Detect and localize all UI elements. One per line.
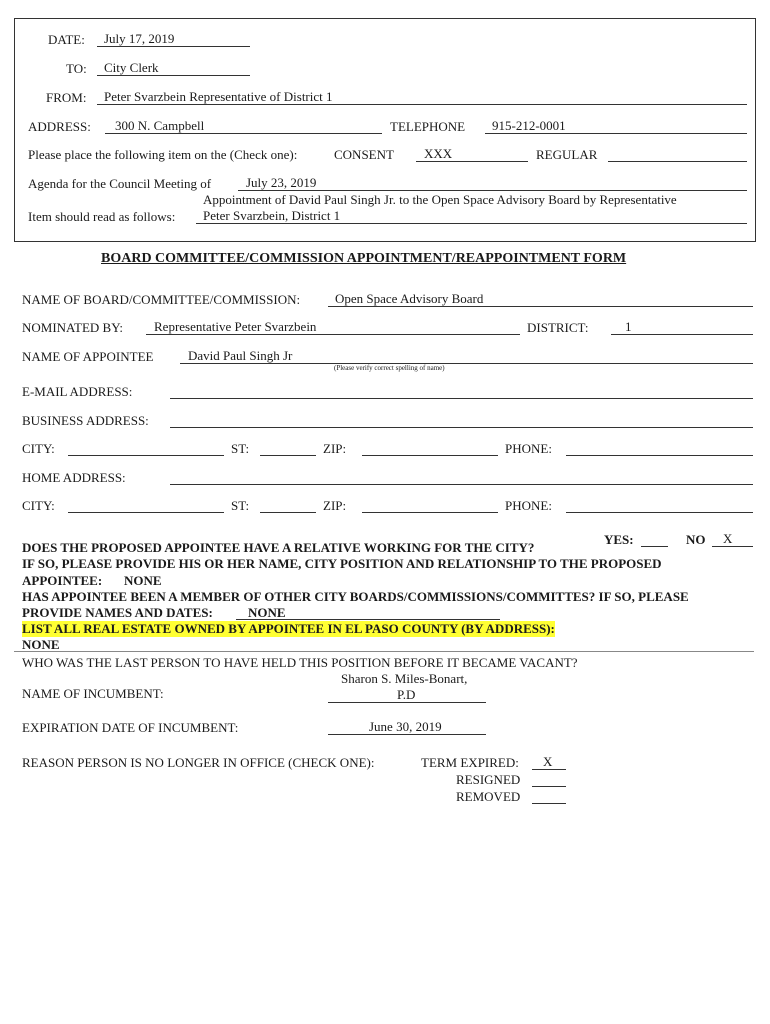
business-line (170, 427, 753, 428)
board-value: Open Space Advisory Board (335, 291, 484, 306)
term-expired-value: X (543, 754, 553, 769)
email-label: E-MAIL ADDRESS: (22, 384, 133, 399)
no-line (712, 546, 753, 547)
incumbent-name-label: NAME OF INCUMBENT: (22, 686, 164, 701)
from-line (97, 104, 747, 105)
agenda-value: July 23, 2019 (246, 175, 317, 190)
city-line-2 (68, 512, 224, 513)
consent-label: CONSENT (334, 147, 394, 162)
incumbent-name-line2: P.D (397, 687, 416, 702)
zip-label-2: ZIP: (323, 498, 347, 513)
email-line (170, 398, 753, 399)
no-label: NO (686, 532, 706, 547)
relative-answer: NONE (124, 573, 162, 588)
consent-line (416, 161, 528, 162)
expiration-line (328, 734, 486, 735)
section-divider (14, 651, 754, 652)
regular-line (608, 161, 747, 162)
yes-label: YES: (604, 532, 634, 547)
removed-label: REMOVED (456, 789, 521, 804)
telephone-label: TELEPHONE (390, 119, 466, 134)
st-line-1 (260, 455, 316, 456)
st-label-2: ST: (231, 498, 250, 513)
boards-question: HAS APPOINTEE BEEN A MEMBER OF OTHER CITY BOARDS/COMMISSIONS/COMMITTES? IF SO, PLEASE (22, 589, 689, 604)
incumbent-name-line (328, 702, 486, 703)
from-label: FROM: (46, 90, 87, 105)
city-line-1 (68, 455, 224, 456)
verify-note: (Please verify correct spelling of name) (334, 364, 445, 372)
to-line (97, 75, 250, 76)
date-value: July 17, 2019 (104, 31, 175, 46)
real-estate-answer: NONE (22, 637, 60, 652)
date-label: DATE: (48, 32, 85, 47)
home-line (170, 484, 753, 485)
st-line-2 (260, 512, 316, 513)
from-value: Peter Svarzbein Representative of District 1 (104, 89, 333, 104)
boards-line (236, 619, 500, 620)
phone-label-1: PHONE: (505, 441, 552, 456)
appointee-line (180, 363, 753, 364)
zip-line-1 (362, 455, 498, 456)
to-value: City Clerk (104, 60, 159, 75)
resigned-line (532, 786, 566, 787)
nominated-value: Representative Peter Svarzbein (154, 319, 317, 334)
home-label: HOME ADDRESS: (22, 470, 126, 485)
boards-provide-label: PROVIDE NAMES AND DATES: (22, 605, 213, 620)
business-label: BUSINESS ADDRESS: (22, 413, 149, 428)
address-value: 300 N. Campbell (115, 118, 205, 133)
term-expired-line (532, 769, 566, 770)
regular-label: REGULAR (536, 147, 598, 162)
last-person-question: WHO WAS THE LAST PERSON TO HAVE HELD THIS POSITION BEFORE IT BECAME VACANT? (22, 655, 578, 670)
board-label: NAME OF BOARD/COMMITTEE/COMMISSION: (22, 292, 301, 307)
to-label: TO: (66, 61, 87, 76)
board-line (328, 306, 753, 307)
district-label: DISTRICT: (527, 320, 589, 335)
phone-line-2 (566, 512, 753, 513)
boards-answer: NONE (248, 605, 286, 620)
item-read-line2: Peter Svarzbein, District 1 (203, 208, 341, 223)
address-line (105, 133, 382, 134)
telephone-line (485, 133, 747, 134)
item-read-label: Item should read as follows: (28, 209, 176, 224)
district-value: 1 (625, 319, 632, 334)
yes-line (641, 546, 668, 547)
date-line (97, 46, 250, 47)
no-value: X (723, 531, 733, 546)
nominated-label: NOMINATED BY: (22, 320, 123, 335)
zip-label-1: ZIP: (323, 441, 347, 456)
expiration-value: June 30, 2019 (369, 719, 442, 734)
consent-value: XXX (424, 146, 453, 161)
city-label-2: CITY: (22, 498, 55, 513)
expiration-label: EXPIRATION DATE OF INCUMBENT: (22, 720, 239, 735)
address-label: ADDRESS: (28, 119, 91, 134)
relative-question: DOES THE PROPOSED APPOINTEE HAVE A RELATIVE WORKING FOR THE CITY? (22, 540, 535, 555)
reason-label: REASON PERSON IS NO LONGER IN OFFICE (CHECK ONE): (22, 755, 375, 770)
relative-appointee-label: APPOINTEE: (22, 573, 103, 588)
zip-line-2 (362, 512, 498, 513)
term-expired-label: TERM EXPIRED: (421, 755, 519, 770)
agenda-label: Agenda for the Council Meeting of (28, 176, 212, 191)
form-title: BOARD COMMITTEE/COMMISSION APPOINTMENT/REAPPOINTMENT FORM (101, 251, 627, 266)
district-line (611, 334, 753, 335)
incumbent-name-line1: Sharon S. Miles-Bonart, (341, 671, 468, 686)
appointee-value: David Paul Singh Jr (188, 348, 293, 363)
resigned-label: RESIGNED (456, 772, 521, 787)
real-estate-question: LIST ALL REAL ESTATE OWNED BY APPOINTEE IN EL PASO COUNTY (BY ADDRESS): (22, 621, 555, 636)
phone-line-1 (566, 455, 753, 456)
removed-line (532, 803, 566, 804)
place-item-label: Please place the following item on the (Check one): (28, 147, 298, 162)
phone-label-2: PHONE: (505, 498, 552, 513)
telephone-value: 915-212-0001 (492, 118, 566, 133)
item-read-line1: Appointment of David Paul Singh Jr. to the Open Space Advisory Board by Representative (203, 192, 677, 207)
item-read-line (196, 223, 747, 224)
relative-detail: IF SO, PLEASE PROVIDE HIS OR HER NAME, CITY POSITION AND RELATIONSHIP TO THE PROPOSED (22, 556, 662, 571)
nominated-line (146, 334, 520, 335)
st-label-1: ST: (231, 441, 250, 456)
appointee-label: NAME OF APPOINTEE (22, 349, 154, 364)
city-label-1: CITY: (22, 441, 55, 456)
agenda-line (238, 190, 747, 191)
